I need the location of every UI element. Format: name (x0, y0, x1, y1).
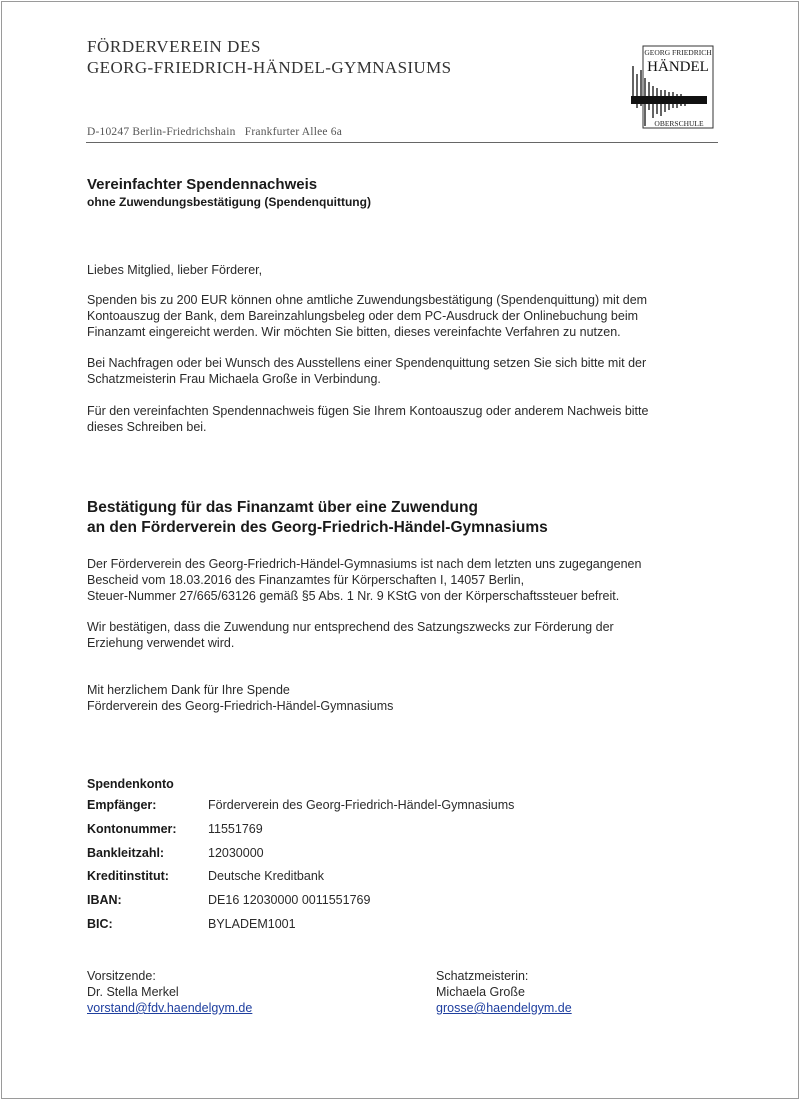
contact-name: Michaela Große (436, 985, 525, 999)
text-line: Schatzmeisterin Frau Michaela Große in Verbindung. (87, 372, 381, 386)
account-label: Empfänger: (87, 798, 157, 812)
org-name-line2: GEORG-FRIEDRICH-HÄNDEL-GYMNASIUMS (87, 58, 452, 77)
text-line: dieses Schreiben bei. (87, 420, 207, 434)
section1-subtitle: ohne Zuwendungsbestätigung (Spendenquittung) (87, 195, 371, 209)
text-line: Förderverein des Georg-Friedrich-Händel-Gymnasiums (87, 699, 394, 713)
address-line: D-10247 Berlin-Friedrichshain Frankfurter Allee 6a (87, 126, 343, 138)
account-heading: Spendenkonto (87, 777, 174, 791)
school-logo (626, 44, 716, 130)
account-value: 12030000 (208, 846, 264, 860)
text-line: Mit herzlichem Dank für Ihre Spende (87, 683, 290, 697)
logo-bottom-text: OBERSCHULE (654, 119, 704, 128)
text-line: Bei Nachfragen oder bei Wunsch des Ausstellens einer Spendenquittung setzen Sie sich bitte mit der (87, 356, 647, 370)
logo-top-text: GEORG FRIEDRICH (644, 48, 712, 57)
contact-chair (87, 968, 387, 1016)
paragraph-nachweis (87, 403, 727, 435)
account-label: Bankleitzahl: (87, 846, 165, 860)
text-line: Steuer-Nummer 27/665/63126 gemäß §5 Abs. 1 Nr. 9 KStG von der Körperschaftssteuer befreit. (87, 589, 620, 603)
text-line: Der Förderverein des Georg-Friedrich-Händel-Gymnasiums ist nach dem letzten uns zugegangenen (87, 557, 642, 571)
account-value: 11551769 (208, 822, 263, 836)
page-border (1, 1, 799, 1099)
account-value: BYLADEM1001 (208, 917, 296, 931)
paragraph-nachfragen (87, 355, 727, 387)
text-line: Finanzamt eingereicht werden. Wir möchten Sie bitten, dieses vereinfachte Verfahren zu nutzen. (87, 325, 621, 339)
account-value: DE16 12030000 0011551769 (208, 893, 371, 907)
treasurer-email-link[interactable]: grosse@haendelgym.de (436, 1001, 572, 1015)
text-line: Für den vereinfachten Spendennachweis fügen Sie Ihrem Kontoauszug oder anderem Nachweis bitte (87, 404, 649, 418)
account-label: Kontonummer: (87, 822, 177, 836)
section2-title-line2: an den Förderverein des Georg-Friedrich-Händel-Gymnasiums (87, 519, 548, 536)
paragraph-bestaetigung (87, 619, 727, 651)
text-line: Erziehung verwendet wird. (87, 636, 235, 650)
org-name-line1: FÖRDERVEREIN DES (87, 37, 261, 56)
text-line: Spenden bis zu 200 EUR können ohne amtliche Zuwendungsbestätigung (Spendenquittung) mit dem (87, 293, 648, 307)
account-value: Förderverein des Georg-Friedrich-Händel-Gymnasiums (208, 798, 515, 812)
text-line: Kontoauszug der Bank, dem Bareinzahlungsbeleg oder dem PC-Ausdruck der Onlinebuchung beim (87, 309, 639, 323)
organ-pipes-icon (631, 66, 707, 126)
contact-role: Schatzmeisterin: (436, 969, 529, 983)
account-label: BIC: (87, 917, 113, 931)
account-label: Kreditinstitut: (87, 869, 169, 883)
closing (87, 682, 727, 714)
contact-name: Dr. Stella Merkel (87, 985, 179, 999)
logo-name: HÄNDEL (647, 59, 709, 75)
chair-email-link[interactable]: vorstand@fdv.haendelgym.de (87, 1001, 253, 1015)
contact-treasurer (436, 968, 736, 1016)
paragraph-spenden (87, 292, 727, 340)
greeting: Liebes Mitglied, lieber Förderer, (87, 263, 263, 277)
section2-title-line1: Bestätigung für das Finanzamt über eine Zuwendung (87, 499, 478, 516)
header-divider (86, 142, 718, 143)
section2-title (87, 498, 548, 538)
account-value: Deutsche Kreditbank (208, 869, 325, 883)
account-label: IBAN: (87, 893, 122, 907)
text-line: Wir bestätigen, dass die Zuwendung nur entsprechend des Satzungszwecks zur Förderung der (87, 620, 614, 634)
paragraph-bescheid (87, 556, 727, 604)
section1-title: Vereinfachter Spendennachweis (87, 176, 318, 193)
text-line: Bescheid vom 18.03.2016 des Finanzamtes für Körperschaften I, 14057 Berlin, (87, 573, 525, 587)
contact-role: Vorsitzende: (87, 969, 156, 983)
